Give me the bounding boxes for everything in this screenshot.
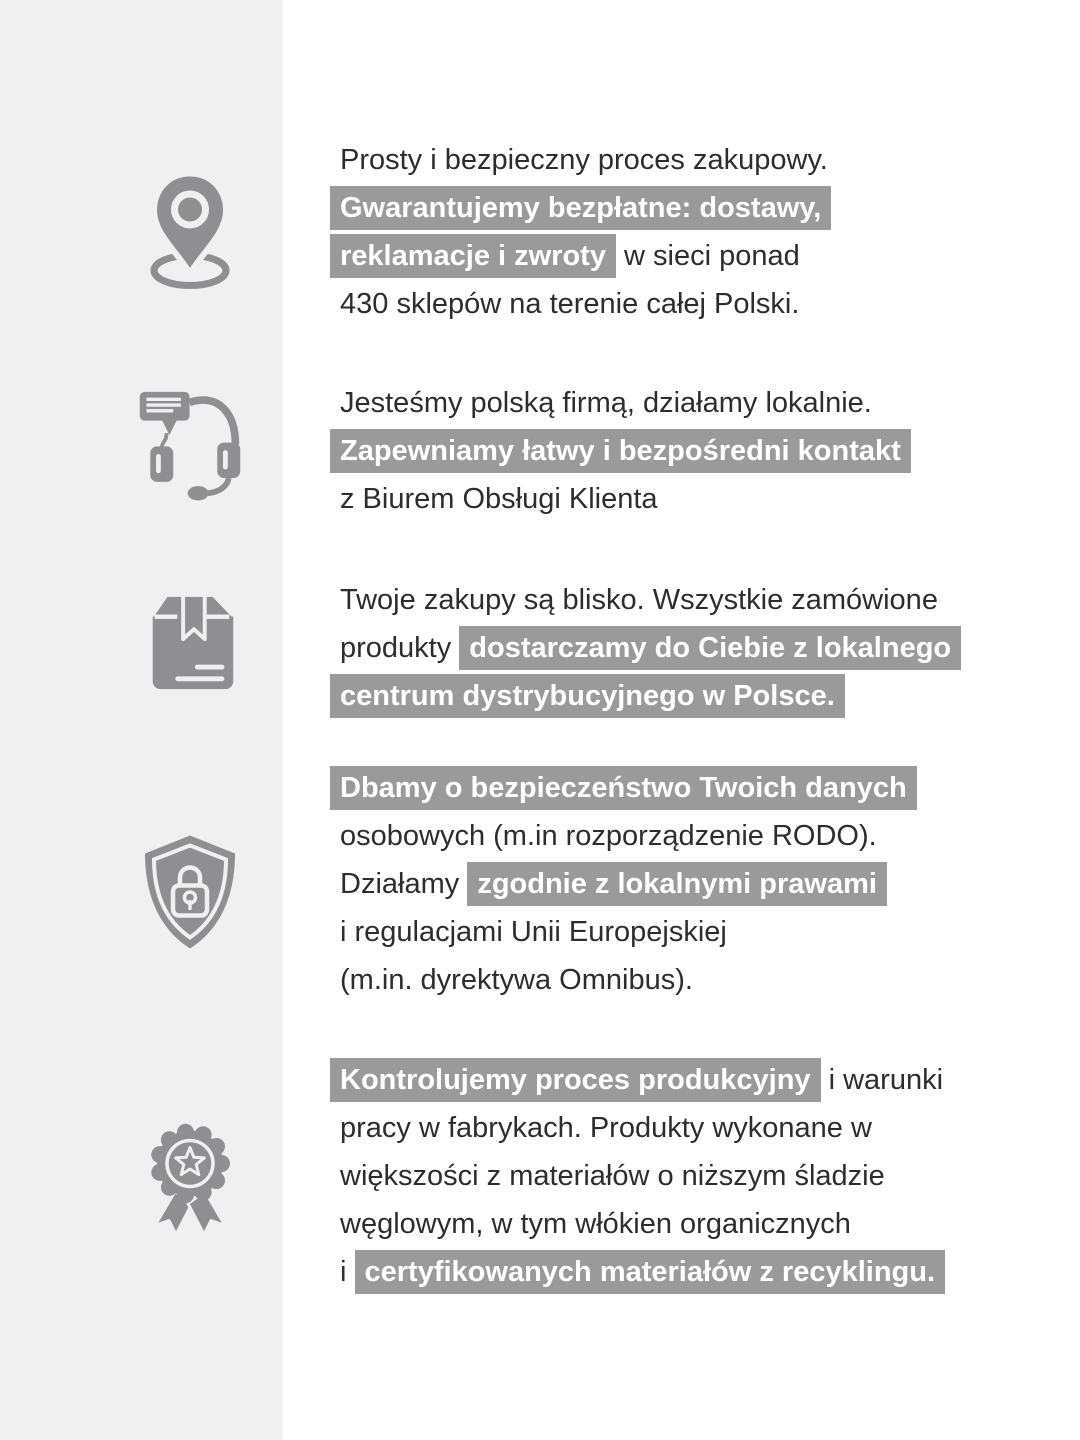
plain-text: pracy w fabrykach. Produkty wykonane w xyxy=(340,1112,872,1144)
text-line xyxy=(340,672,1000,720)
section-production-control xyxy=(340,1056,1000,1296)
plain-text: (m.in. dyrektywa Omnibus). xyxy=(340,964,693,996)
section-data-security xyxy=(340,764,1000,1004)
plain-text: z Biurem Obsługi Klienta xyxy=(340,483,658,515)
highlighted-text: zgodnie z lokalnymi prawami xyxy=(467,862,887,906)
text-line xyxy=(340,1104,1000,1152)
plain-text: większości z materiałów o niższym śladzie xyxy=(340,1160,885,1192)
plain-text: i xyxy=(340,1256,355,1288)
highlighted-text: Gwarantujemy bezpłatne: dostawy, xyxy=(330,186,831,230)
plain-text: Działamy xyxy=(340,868,468,900)
text-line xyxy=(340,379,1000,427)
award-badge-icon xyxy=(135,1115,245,1241)
section-polish-company xyxy=(340,379,1000,523)
highlighted-text: dostarczamy do Ciebie z lokalnego xyxy=(459,626,961,670)
package-icon xyxy=(135,588,245,696)
text-line xyxy=(340,1152,1000,1200)
location-pin-icon xyxy=(135,166,245,294)
text-line xyxy=(340,232,1000,280)
plain-text: węglowym, w tym włókien organicznych xyxy=(340,1208,851,1240)
highlighted-text: centrum dystrybucyjnego w Polsce. xyxy=(330,674,845,718)
headset-chat-icon xyxy=(135,383,245,507)
highlighted-text: reklamacje i zwroty xyxy=(330,234,616,278)
highlighted-text: Kontrolujemy proces produkcyjny xyxy=(330,1058,821,1102)
text-line xyxy=(340,576,1000,624)
text-line xyxy=(340,280,1000,328)
text-line xyxy=(340,764,1000,812)
highlighted-text: Dbamy o bezpieczeństwo Twoich danych xyxy=(330,766,917,810)
text-line xyxy=(340,1056,1000,1104)
plain-text: Jesteśmy polską firmą, działamy lokalnie. xyxy=(340,387,872,419)
plain-text: i regulacjami Unii Europejskiej xyxy=(340,916,727,948)
text-line xyxy=(340,908,1000,956)
plain-text: i warunki xyxy=(820,1064,944,1096)
text-line xyxy=(340,1248,1000,1296)
plain-text: osobowych (m.in rozporządzenie RODO). xyxy=(340,820,877,852)
plain-text: 430 sklepów na terenie całej Polski. xyxy=(340,288,800,320)
text-line xyxy=(340,184,1000,232)
text-line xyxy=(340,860,1000,908)
text-line xyxy=(340,1200,1000,1248)
section-free-delivery xyxy=(340,136,1000,328)
section-local-distribution xyxy=(340,576,1000,720)
plain-text: produkty xyxy=(340,632,460,664)
text-line xyxy=(340,624,1000,672)
text-line xyxy=(340,812,1000,860)
plain-text: w sieci ponad xyxy=(615,240,800,272)
plain-text: Twoje zakupy są blisko. Wszystkie zamówione xyxy=(340,584,938,616)
shield-lock-icon xyxy=(135,828,245,956)
highlighted-text: Zapewniamy łatwy i bezpośredni kontakt xyxy=(330,429,911,473)
text-line xyxy=(340,956,1000,1004)
text-line xyxy=(340,427,1000,475)
text-line xyxy=(340,136,1000,184)
text-line xyxy=(340,475,1000,523)
highlighted-text: certyfikowanych materiałów z recyklingu. xyxy=(355,1250,946,1294)
plain-text: Prosty i bezpieczny proces zakupowy. xyxy=(340,144,828,176)
